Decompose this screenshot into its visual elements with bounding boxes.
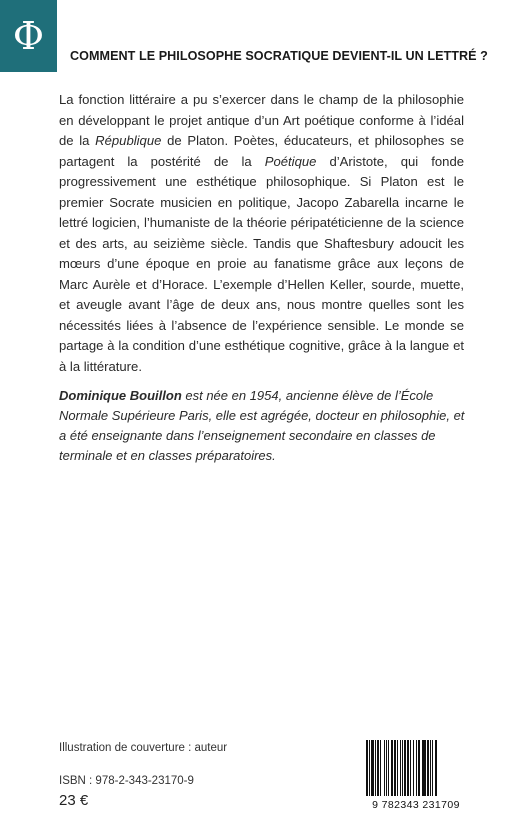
cover-credit: Illustration de couverture : auteur	[59, 742, 228, 754]
isbn-barcode	[366, 740, 466, 802]
author-bio-text: est née en 1954, ancienne élève de l’École Normale Supérieure Paris, elle est agrégée, docteur en philosophie, et a été enseignante dans l’enseignement secondaire en classes de terminale et en classes préparatoires.	[59, 388, 465, 463]
summary-text-1: La fonction littéraire a pu s’exercer dans le champ de la philosophie en développant le projet antique d’un Art poétique conforme à l’idéal de la	[59, 92, 464, 148]
isbn-label: ISBN : 978-2-343-23170-9	[59, 775, 194, 787]
publisher-logo	[0, 0, 57, 72]
book-summary	[59, 90, 464, 377]
phi-logo-icon: Φ	[12, 14, 45, 58]
author-bio	[59, 386, 467, 466]
summary-italic-republique: République	[95, 133, 162, 148]
summary-text-3: d’Aristote, qui fonde progressivement une esthétique philosophique. Si Platon est le premier Socrate musicien en politique, Jacopo Zabarella incarne le lettré logicien, l’humaniste de la théorie péripatéticienne de la science et des arts, au seizième siècle. Tandis que Shaftesbury adoucit les mœurs d’une époque en proie au fanatisme grâce aux leçons de Marc Aurèle et d’Horace. L’exemple d’Hellen Keller, sourde, muette, et aveugle avant l’âge de deux ans, nous montre quelles sont les nécessités liées à l’absence de l’expérience sensible. Le monde se partage à la condition d’une esthétique cognitive, grâce à la langue et à la littérature.	[59, 153, 465, 374]
author-name: Dominique Bouillon	[59, 388, 182, 403]
summary-text-2: de Platon. Poètes, éducateurs, et philosophes se partagent la postérité de la	[59, 133, 464, 169]
barcode-bar	[437, 740, 438, 796]
price-label: 23 €	[59, 792, 89, 809]
summary-italic-poetique: Poétique	[264, 153, 317, 169]
page-title: COMMENT LE PHILOSOPHE SOCRATIQUE DEVIENT-IL UN LETTRÉ ?	[70, 49, 488, 63]
barcode-digits: 9 782343 231709	[372, 799, 460, 811]
